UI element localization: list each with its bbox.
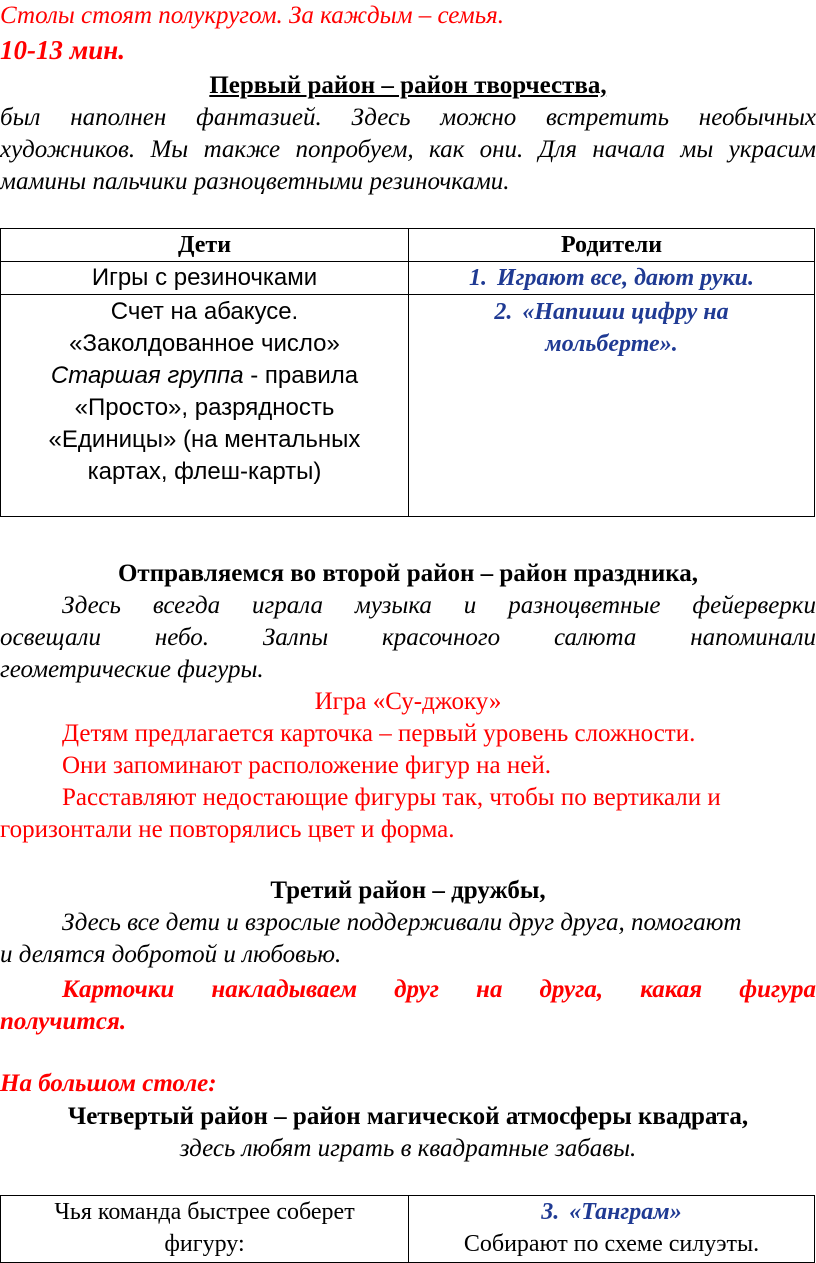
table-row: [1, 295, 815, 517]
district2-title: Отправляемся во второй район – район праздника,: [117, 560, 699, 587]
list-number: 1.: [468, 265, 487, 291]
children-activity-cell: Игры с резиночками: [1, 262, 409, 295]
district3-text-line: и делятся добротой и любовью.: [0, 941, 342, 968]
parents-activity-cell: [409, 295, 815, 517]
intro-note: Столы стоят полукругом. За каждым – семья.: [0, 2, 504, 29]
cell-italic-text: Старшая группа: [50, 362, 244, 389]
cell-line: «Единицы» (на ментальных: [48, 426, 361, 453]
intro-time: 10-13 мин.: [0, 35, 125, 65]
game-text-line: Детям предлагается карточка – первый уровень сложности.: [62, 720, 696, 747]
district3-task-line: Карточки накладываем друг на друга, какая фигура: [62, 976, 816, 1003]
district1-title: Первый район – район творчества,: [209, 72, 607, 99]
parents-activity-text: Играют все, дают руки.: [496, 265, 755, 291]
cell-line: Чья команда быстрее соберет: [54, 1199, 355, 1225]
list-number: 2.: [494, 299, 513, 325]
district4-subtitle: здесь любят играть в квадратные забавы.: [179, 1135, 637, 1162]
district3-title: Третий район – дружбы,: [270, 877, 546, 904]
cell-line: [415, 296, 808, 328]
parents-activity-text: «Напиши цифру на: [522, 299, 729, 325]
district2-text-line: геометрические фигуры.: [0, 656, 264, 683]
game-title: Игра «Су-джоку»: [314, 688, 502, 715]
tangram-text: Собирают по схеме силуэты.: [463, 1231, 760, 1257]
team-task-cell: [1, 1196, 409, 1263]
parents-activity-cell: [409, 262, 815, 295]
table-row: [1, 262, 815, 295]
big-table-label: На большом столе:: [0, 1070, 217, 1097]
cell-line: мольберте».: [545, 331, 678, 357]
cell-line: «Просто», разрядность: [74, 394, 335, 421]
tangram-cell: [409, 1196, 815, 1263]
cell-text: - правила: [243, 362, 359, 389]
cell-line: фигуру:: [164, 1231, 245, 1257]
game-text-line: Расставляют недостающие фигуры так, чтобы по вертикали и: [62, 784, 721, 811]
district4-table: [0, 1195, 815, 1263]
table-row: [1, 229, 815, 262]
district1-text-line: был наполнен фантазией. Здесь можно встретить необычных: [0, 104, 816, 131]
tangram-title: «Танграм»: [569, 1199, 682, 1225]
district2-text-line: освещали небо. Залпы красочного салюта напоминали: [0, 624, 816, 651]
children-activity-cell: [1, 295, 409, 517]
column-header-parents: Родители: [409, 229, 815, 262]
cell-line: [7, 360, 402, 392]
table-row: [1, 1196, 815, 1263]
district3-text-line: Здесь все дети и взрослые поддерживали друг друга, помогают: [62, 909, 742, 936]
cell-line: [415, 1196, 808, 1228]
district3-task-line: получится.: [0, 1008, 127, 1035]
game-text-line: горизонтали не повторялись цвет и форма.: [0, 816, 455, 843]
cell-line: картах, флеш-карты): [87, 458, 322, 485]
district1-text-line: мамины пальчики разноцветными резиночками.: [0, 168, 510, 195]
column-header-children: Дети: [1, 229, 409, 262]
district1-text-line: художников. Мы также попробуем, как они. Для начала мы украсим: [0, 136, 816, 163]
district1-table: [0, 228, 815, 517]
cell-line: Счет на абакусе.: [110, 298, 299, 325]
district2-text-line: Здесь всегда играла музыка и разноцветные фейерверки: [62, 592, 816, 619]
district4-title: Четвертый район – район магической атмосферы квадрата,: [67, 1103, 749, 1130]
list-number: 3.: [541, 1199, 560, 1225]
cell-line: «Заколдованное число»: [69, 330, 340, 357]
game-text-line: Они запоминают расположение фигур на ней.: [62, 752, 551, 779]
